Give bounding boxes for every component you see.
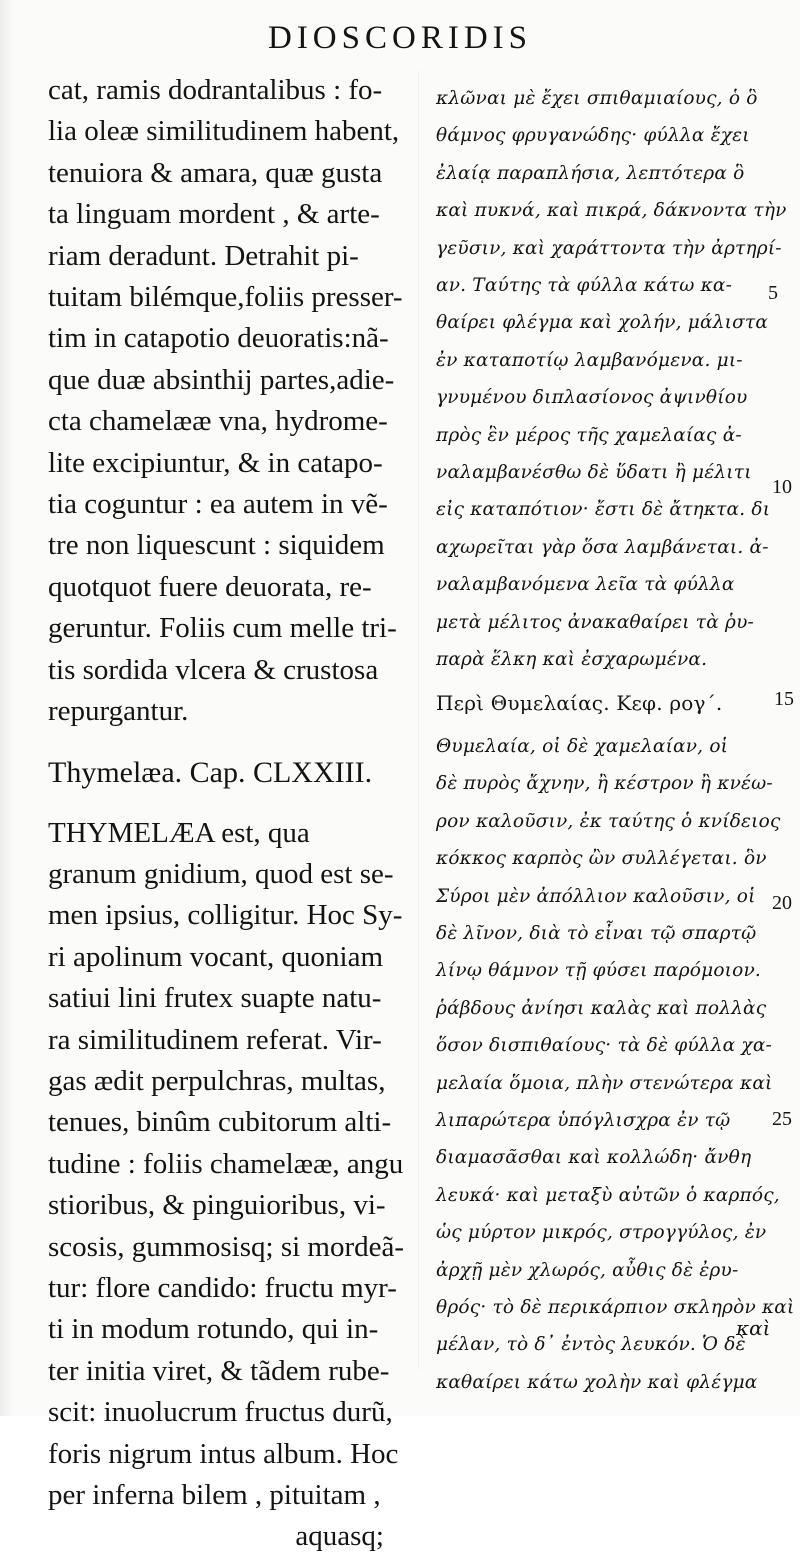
text-line: γνυμένου διπλασίονος ἀψινθίου: [436, 387, 748, 409]
text-line: tis sordida vlcera & crustosa: [48, 653, 379, 686]
text-line: tenuiora & amara, quæ gusta: [48, 156, 383, 189]
text-line: μετὰ μέλιτος ἀνακαθαίρει τὰ ῥυ-: [436, 611, 754, 633]
text-line: δὲ πυρὸς ἄχνην, ἢ κέστρον ἢ κνέω-: [436, 773, 773, 795]
text-line: κλῶναι μὲ ἔχει σπιθαμιαίους, ὁ ὃ: [436, 88, 758, 109]
text-line: ἐν καταποτίῳ λαμβανόμενα. μι-: [436, 349, 743, 371]
text-line: ra similitudinem referat. Vir-: [48, 1023, 382, 1056]
text-line: ri apolinum vocant, quoniam: [48, 940, 384, 973]
text-line: θαίρει φλέγμα καὶ χολήν, μάλιστα: [436, 312, 769, 334]
running-header: DIOSCORIDIS: [267, 20, 533, 56]
latin-text-after: [48, 813, 408, 1517]
text-line: repurgantur.: [48, 695, 189, 728]
text-line: geruntur. Foliis cum melle tri-: [48, 612, 397, 645]
text-line: ὅσον δισπιθαίους· τὰ δὲ φύλλα χα-: [436, 1035, 772, 1057]
text-line: THYMELÆA est, qua: [48, 816, 310, 849]
text-line: πρὸς ἓν μέρος τῆς χαμελαίας ἀ-: [436, 424, 742, 446]
text-line: ναλαμβανέσθω δὲ ὕδατι ἢ μέλιτι: [436, 462, 752, 484]
column-gutter: [418, 70, 419, 1370]
text-line: ἐλαίᾳ παραπλήσια, λεπτότερα ὃ: [436, 162, 745, 184]
text-line: αν. Ταύτης τὰ φύλλα κάτω κα-: [436, 275, 733, 297]
text-line: αχωρεῖται γὰρ ὅσα λαμβάνεται. ἀ-: [436, 536, 769, 558]
text-line: ναλαμβανόμενα λεῖα τὰ φύλλα: [436, 574, 735, 596]
spacer: [48, 733, 408, 753]
text-line: tur: flore candido: fructu myr-: [48, 1271, 397, 1304]
text-line: ρον καλοῦσιν, ἐκ ταύτης ὁ κνίδειος: [436, 810, 781, 832]
text-line: μελαία ὅμοια, πλὴν στενώτερα καὶ: [436, 1072, 773, 1094]
text-line: θρός· τὸ δὲ περικάρπιον σκληρὸν καὶ: [436, 1297, 795, 1318]
line-number-25: 25: [772, 1108, 792, 1130]
line-number-15: 15: [774, 688, 794, 710]
text-line: stioribus, & pinguioribus, vi-: [48, 1189, 386, 1222]
spacer: [48, 793, 408, 813]
text-line: θάμνος φρυγανώδης· φύλλα ἔχει: [436, 125, 750, 147]
text-line: tudine : foliis chamelææ, angu: [48, 1147, 404, 1180]
text-line: gas ædit perpulchras, multas,: [48, 1064, 386, 1097]
text-line: εἰς καταπότιον· ἔστι δὲ ἄτηκτα. δι: [436, 499, 771, 521]
text-line: lia oleæ similitudinem habent,: [48, 115, 400, 148]
latin-last-line: aquasq;: [295, 1520, 384, 1553]
text-line: καὶ πυκνά, καὶ πικρά, δάκνοντα τὴν: [436, 200, 787, 222]
text-line: tenues, binûm cubitorum alti-: [48, 1106, 392, 1139]
text-line: men ipsius, colligitur. Hoc Sy-: [48, 899, 403, 932]
text-line: ta linguam mordent , & arte-: [48, 198, 380, 231]
line-number-10: 10: [772, 476, 792, 498]
text-line: διαμασᾶσθαι καὶ κολλώδη· ἄνθη: [436, 1147, 752, 1169]
text-line: quotquot fuere deuorata, re-: [48, 570, 372, 603]
text-line: λευκά· καὶ μεταξὺ αὐτῶν ὁ καρπός,: [436, 1184, 780, 1206]
text-line: κόκκος καρπὸς ὢν συλλέγεται. ὃν: [436, 848, 767, 870]
text-line: tre non liquescunt : siquidem: [48, 529, 385, 562]
text-line: παρὰ ἕλκη καὶ ἐσχαρωμένα.: [436, 649, 708, 671]
line-number-20: 20: [772, 892, 792, 914]
text-line: tia coguntur : ea autem in vẽ-: [48, 488, 388, 521]
text-line: γεῦσιν, καὶ χαράττοντα τὴν ἀρτηρί-: [436, 237, 782, 259]
text-line: λίνῳ θάμνον τῇ φύσει παρόμοιον.: [436, 960, 761, 982]
text-line: scosis, gummosisq; si mordeã-: [48, 1230, 405, 1263]
text-line: ti in modum rotundo, qui in-: [48, 1313, 379, 1346]
text-line: cta chamelææ vna, hydrome-: [48, 405, 388, 438]
latin-chapter-title: Thymelæa. Cap. CLXXIII.: [48, 755, 373, 789]
text-line: satiui lini frutex suapte natu-: [48, 982, 382, 1015]
latin-text-before: [48, 70, 408, 733]
text-line: foris nigrum intus album. Hoc: [48, 1437, 399, 1470]
text-line: καθαίρει κάτω χολὴν καὶ φλέγμα: [436, 1371, 758, 1393]
text-line: ter initia viret, & tãdem rube-: [48, 1354, 390, 1387]
text-line: tuitam bilémque,foliis presser-: [48, 281, 403, 314]
text-line: Θυμελαία, οἱ δὲ χαμελαίαν, οἱ: [436, 735, 729, 757]
text-line: que duæ absinthij partes,adie-: [48, 363, 395, 396]
text-line: Σύροι μὲν ἀπόλλιον καλοῦσιν, οἱ: [436, 885, 756, 907]
page-edge-shadow: [0, 0, 14, 1416]
greek-chapter-title: Περὶ Θυμελαίας. Κεφ. ρογ΄.: [436, 690, 723, 715]
text-line: λιπαρώτερα ὑπόγλισχρα ἐν τῷ: [436, 1109, 731, 1131]
text-line: scit: inuolucrum fructus durũ,: [48, 1396, 393, 1429]
text-line: cat, ramis dodrantalibus : fo-: [48, 74, 383, 106]
text-line: ῥάβδους ἀνίησι καλὰς καὶ πολλὰς: [436, 997, 767, 1019]
text-line: ἀρχῇ μὲν χλωρός, αὖθις δὲ ἐρυ-: [436, 1259, 739, 1281]
catchword: καὶ: [736, 1316, 771, 1340]
text-line: tim in catapotio deuoratis:nã-: [48, 322, 389, 355]
text-line: per inferna bilem , pituitam ,: [48, 1479, 381, 1511]
text-line: granum gnidium, quod est se-: [48, 857, 394, 890]
line-number-5: 5: [768, 282, 778, 304]
text-line: lite excipiuntur, & in catapo-: [48, 446, 383, 479]
text-line: riam deradunt. Detrahit pi-: [48, 239, 359, 272]
latin-column: [48, 70, 408, 1558]
text-line: δὲ λῖνον, διὰ τὸ εἶναι τῷ σπαρτῷ: [436, 922, 757, 944]
text-line: μέλαν, τὸ δ᾽ ἐντὸς λευκόν. Ὁ δὲ: [436, 1334, 746, 1356]
text-line: ὡς μύρτον μικρός, στρογγύλος, ἐν: [436, 1222, 767, 1244]
